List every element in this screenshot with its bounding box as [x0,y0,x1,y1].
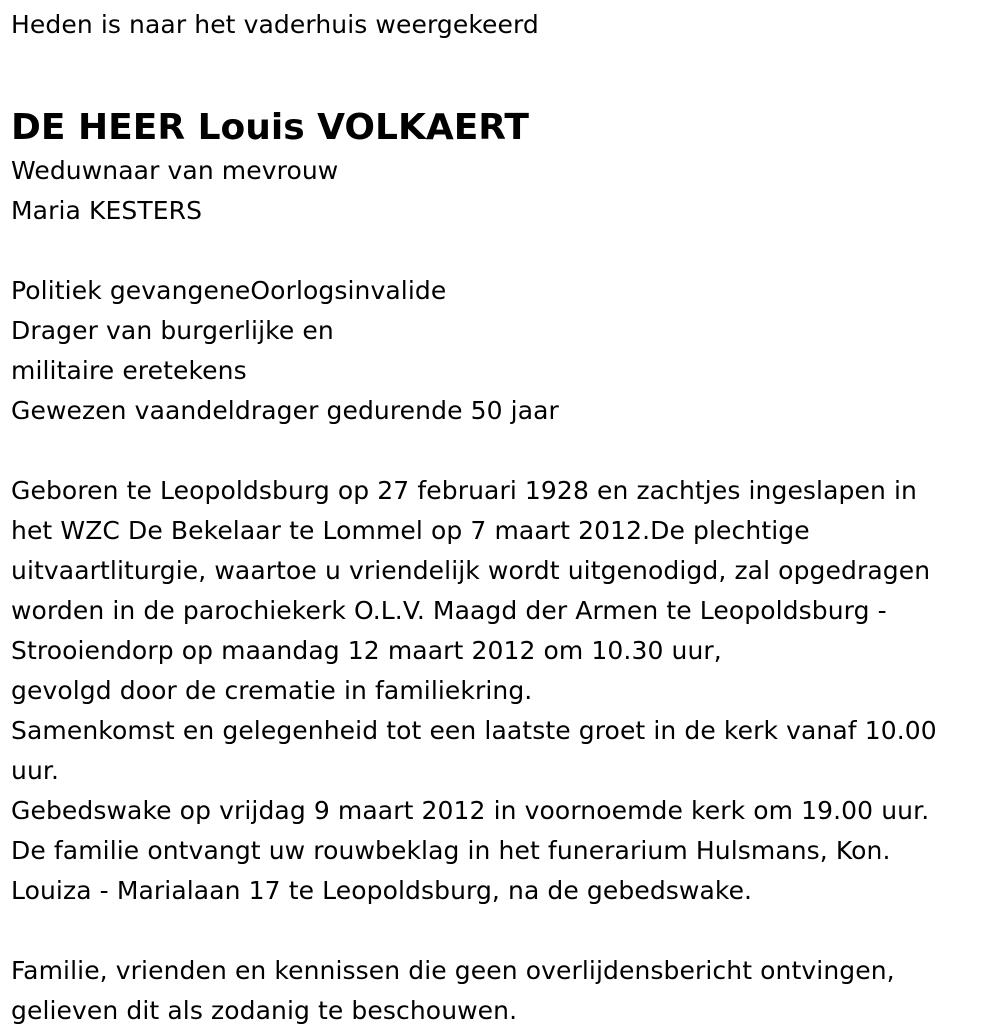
detail-line: het WZC De Bekelaar te Lommel op 7 maart 2012.De plechtige [11,516,810,545]
deceased-name: DE HEER Louis VOLKAERT [11,107,529,148]
details-block [11,471,996,911]
detail-line: Gebedswake op vrijdag 9 maart 2012 in voornoemde kerk om 19.00 uur. [11,796,930,825]
detail-line: uitvaartliturgie, waartoe u vriendelijk wordt uitgenodigd, zal opgedragen [11,556,931,585]
title-line: Politiek gevangeneOorlogsinvalide [11,276,447,305]
title-line: militaire eretekens [11,356,247,385]
title-line: Gewezen vaandeldrager gedurende 50 jaar [11,396,559,425]
detail-line: Strooiendorp op maandag 12 maart 2012 om 10.30 uur, [11,636,722,665]
closing-line: Familie, vrienden en kennissen die geen overlijdensbericht ontvingen, [11,956,895,985]
title-line: Drager van burgerlijke en [11,316,334,345]
titles-block [11,271,996,431]
detail-line: Louiza - Marialaan 17 te Leopoldsburg, na de gebedswake. [11,876,753,905]
detail-line: gevolgd door de crematie in familiekring. [11,676,533,705]
detail-line: Geboren te Leopoldsburg op 27 februari 1928 en zachtjes ingeslapen in [11,476,917,505]
spouse-line: Maria KESTERS [11,196,203,225]
obituary-notice [11,0,996,1031]
spouse-block [11,151,996,231]
intro-line: Heden is naar het vaderhuis weergekeerd [11,10,539,39]
spouse-line: Weduwnaar van mevrouw [11,156,339,185]
detail-line: De familie ontvangt uw rouwbeklag in het funerarium Hulsmans, Kon. [11,836,891,865]
closing-line: gelieven dit als zodanig te beschouwen. [11,996,518,1025]
detail-line: uur. [11,756,60,785]
detail-line: Samenkomst en gelegenheid tot een laatste groet in de kerk vanaf 10.00 [11,716,937,745]
detail-line: worden in de parochiekerk O.L.V. Maagd der Armen te Leopoldsburg - [11,596,887,625]
closing-block [11,951,996,1031]
